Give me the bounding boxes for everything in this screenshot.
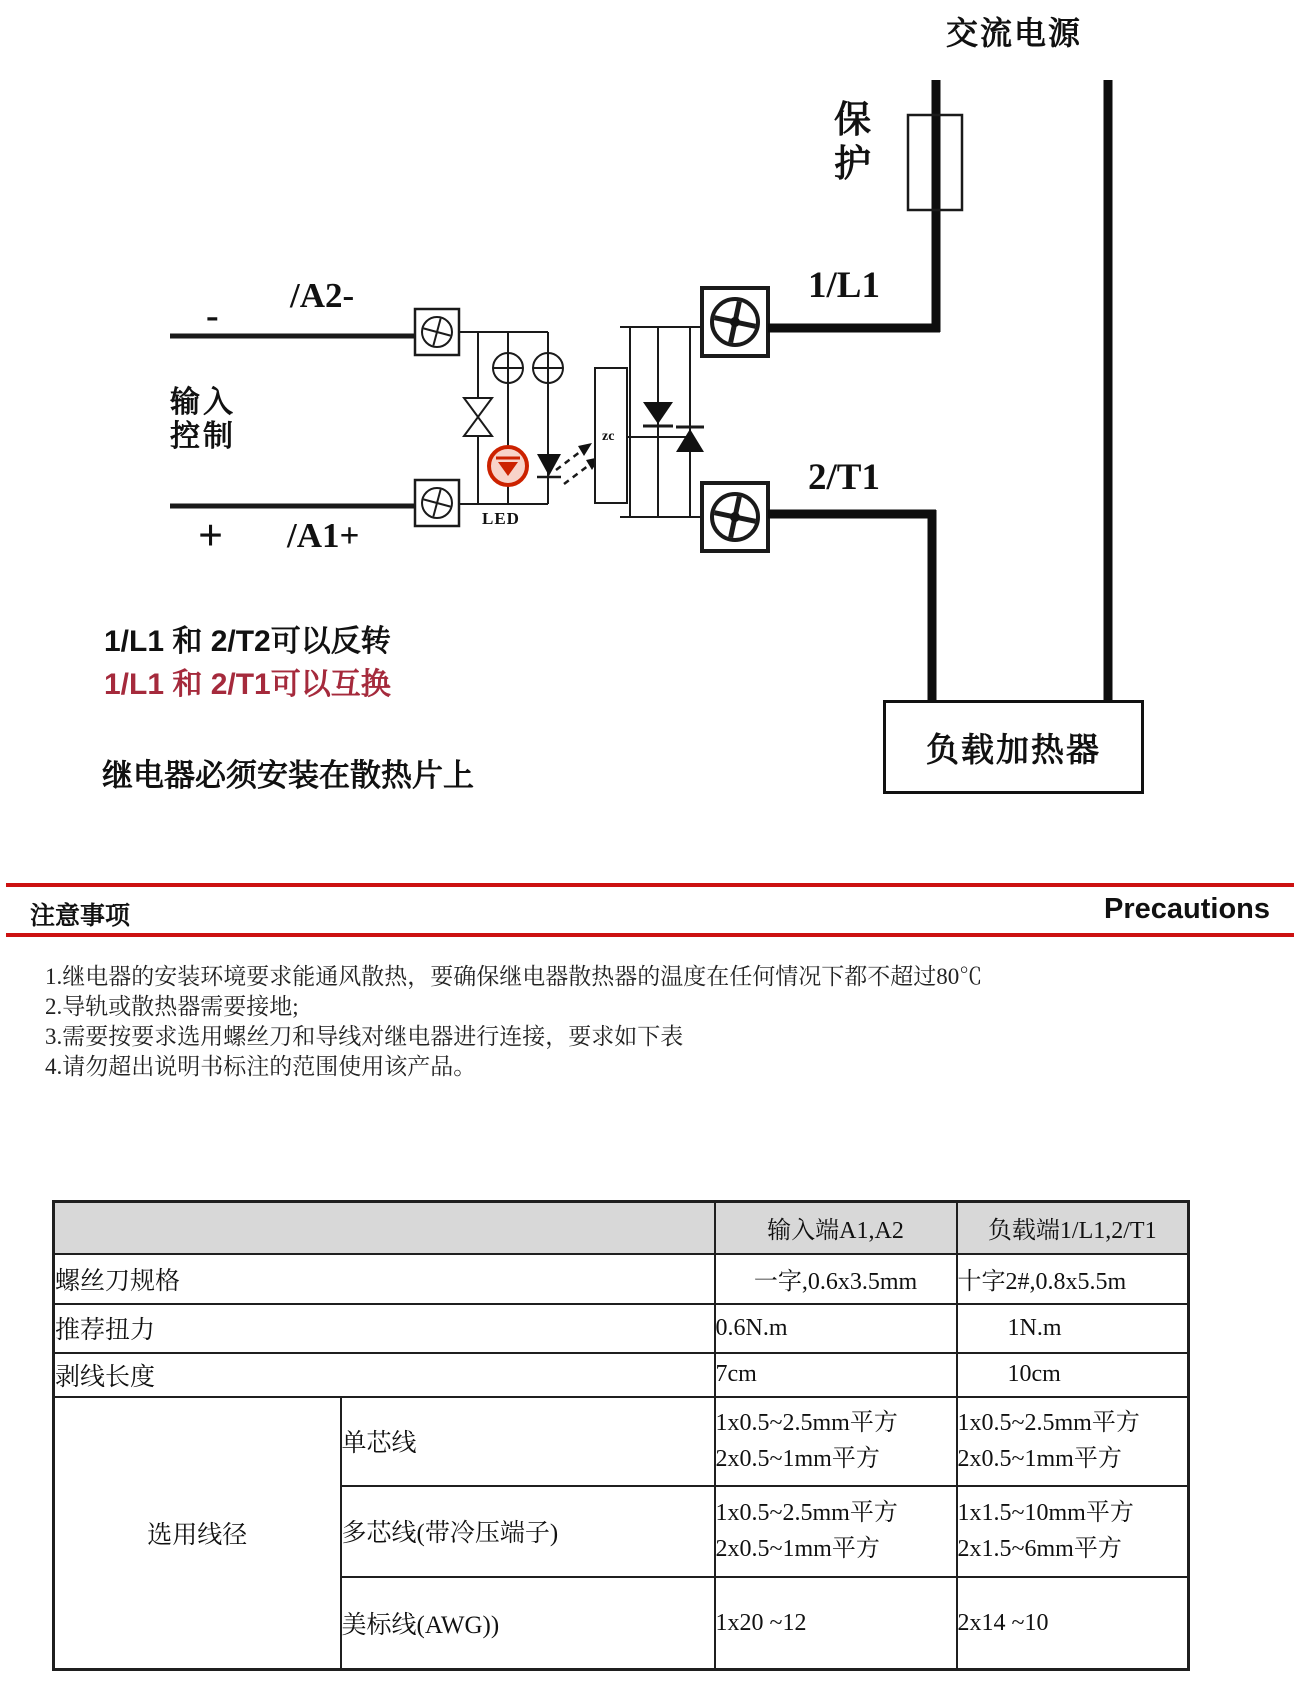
table-header-row [54,1202,1189,1254]
output-bridge [620,327,702,517]
precaution-item-2: 2.导轨或散热器需要接地; [45,994,299,1019]
optocoupler-diode-icon [537,454,561,477]
value-line: 2x14 ~10 [957,1609,1049,1636]
screw-terminal-a1-icon [415,480,459,526]
red-rule-bottom [6,933,1294,937]
load-heater-box [883,700,1144,794]
note-reverse: 1/L1 和 2/T2可以反转 [104,625,391,658]
led-label: LED [482,509,520,528]
value-line: 2x0.5~1mm平方 [715,1446,880,1472]
input-wire-positive [170,504,548,506]
red-rule-top [6,883,1294,887]
wire-load-value [957,1577,1189,1670]
wiring-diagram [0,0,1300,800]
wire-row-label: 单芯线 [341,1397,715,1486]
precaution-item-1: 1.继电器的安装环境要求能通风散热，要确保继电器散热器的温度在任何情况下都不超过80℃ [45,964,983,989]
header-load-cell: 负载端1/L1,2/T1 [957,1202,1189,1254]
note-heatsink: 继电器必须安装在散热片上 [102,758,474,793]
header-empty-cell [54,1202,715,1254]
terminal-a2-label: /A2- [290,276,355,315]
wire-section-label: 选用线径 [54,1397,341,1670]
tvs-diode-icon [464,398,492,436]
row-label: 推荐扭力 [54,1304,715,1353]
row-load-value: 十字2#,0.8x5.5m [957,1254,1189,1304]
wire-input-value [715,1577,957,1670]
row-label: 螺丝刀规格 [54,1254,715,1304]
wire-row-label: 多芯线(带冷压端子) [341,1486,715,1577]
precautions-list [45,962,982,1082]
wire-input-value [715,1397,957,1486]
mains-wires [768,80,1108,703]
input-control-line1: 输入 [170,386,236,419]
value-line: 1x1.5~10mm平方 [957,1500,1134,1526]
component-screw-icon [493,353,563,383]
thyristor-up-icon [676,427,704,452]
light-arrows-icon [556,443,600,484]
terminal-1l1-label: 1/L1 [808,265,880,306]
zc-label: zc [602,429,615,444]
input-control-label [170,386,236,454]
row-input-value: 0.6N.m [715,1304,957,1353]
precaution-item-4: 4.请勿超出说明书标注的范围使用该产品。 [45,1054,477,1079]
screw-terminal-a2-icon [415,309,459,355]
value-line: 2x1.5~6mm平方 [957,1536,1122,1562]
zero-cross-block [595,368,627,503]
protection-label: 保护 [834,99,871,184]
value-line: 1x0.5~2.5mm平方 [715,1410,898,1436]
thyristor-down-icon [643,402,673,426]
phillips-terminal-2t1-icon [702,483,768,551]
wire-row-label: 美标线(AWG)) [341,1577,715,1670]
wiring-spec-table [52,1200,1190,1671]
value-line: 2x0.5~1mm平方 [715,1536,880,1562]
row-load-value: 1N.m [957,1304,1189,1353]
row-load-value: 10cm [957,1353,1189,1397]
value-line: 2x0.5~1mm平方 [957,1446,1122,1472]
minus-sign: - [206,295,219,337]
plus-sign: + [198,511,224,560]
value-line: 1x0.5~2.5mm平方 [957,1410,1140,1436]
row-input-value: 7cm [715,1353,957,1397]
row-label: 剥线长度 [54,1353,715,1397]
table-row [54,1254,1189,1304]
load-heater-label: 负载加热器 [926,730,1101,768]
table-row [54,1397,1189,1486]
value-line: 1x20 ~12 [715,1609,807,1636]
table-row [54,1304,1189,1353]
row-input-value: 一字,0.6x3.5mm [715,1254,957,1304]
ac-source-label: 交流电源 [946,15,1083,51]
led-indicator-icon [489,447,527,485]
phillips-terminal-1l1-icon [702,288,768,356]
precautions-title-en: Precautions [1104,893,1270,925]
wire-load-value [957,1397,1189,1486]
wire-input-value [715,1486,957,1577]
table-row [54,1353,1189,1397]
precaution-item-3: 3.需要按要求选用螺丝刀和导线对继电器进行连接，要求如下表 [45,1024,684,1049]
terminal-2t1-label: 2/T1 [808,457,880,498]
header-input-cell: 输入端A1,A2 [715,1202,957,1254]
input-control-line2: 控制 [170,420,236,453]
input-wire-negative [170,332,548,336]
terminal-a1-label: /A1+ [287,516,360,555]
note-swap: 1/L1 和 2/T1可以互换 [104,668,391,701]
precautions-title-zh: 注意事项 [30,903,131,930]
value-line: 1x0.5~2.5mm平方 [715,1500,898,1526]
wire-load-value [957,1486,1189,1577]
